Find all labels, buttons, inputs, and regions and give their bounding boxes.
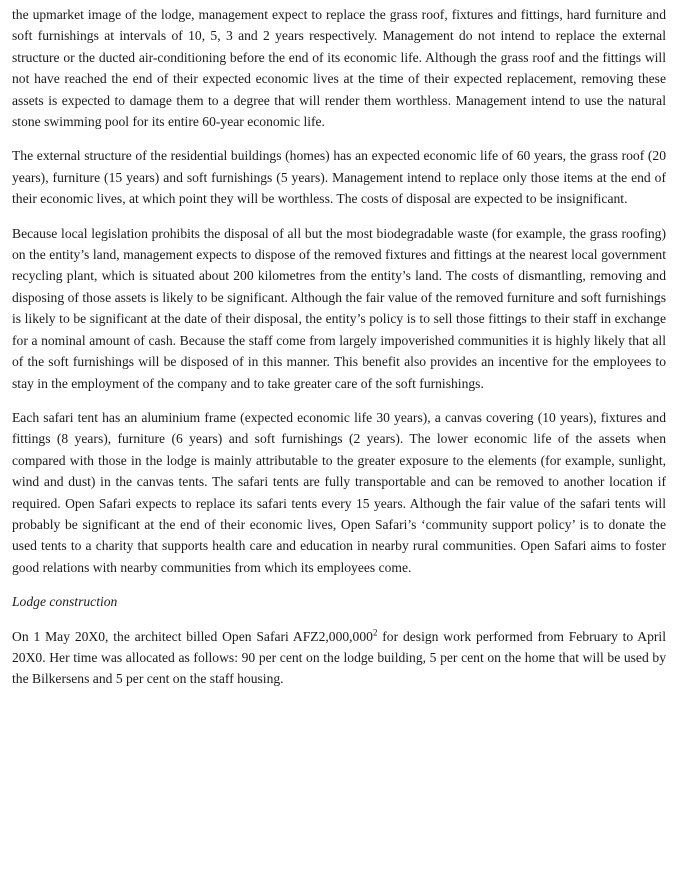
architect-billing-text-end: for design work performed from February to April 20X0. Her time was allocated as follows: 90 per cent on the lodge building, 5 per cent on the home that will be used by the Bilkersens and 5 per cent on the staff housing. — [12, 628, 666, 687]
architect-billing-text-start: On 1 May 20X0, the architect billed Open Safari AFZ2,000,000 — [12, 628, 373, 644]
paragraph-architect-billing — [12, 626, 666, 690]
paragraph-residential-buildings: The external structure of the residential buildings (homes) has an expected economic life of 60 years, the grass roof (20 years), furniture (15 years) and soft furnishings (5 years). Management intend to replace only those items at the end of their economic lives, at which point they will be worthless. The costs of disposal are expected to be insignificant. — [12, 148, 666, 207]
paragraph-safari-tents: Each safari tent has an aluminium frame (expected economic life 30 years), a canvas covering (10 years), fixtures and fittings (8 years), furniture (6 years) and soft furnishings (2 years). The lower economic life of the assets when compared with those in the lodge is mainly attributable to the greater exposure to the elements (for example, sunlight, wind and dust) in the canvas tents. The safari tents are fully transportable and can be removed to another location if required. Open Safari expects to replace its safari tents every 15 years. Although the fair value of the safari tents will probably be significant at the end of their economic lives, Open Safari’s ‘community support policy’ is to donate the used tents to a charity that supports health care and education in nearby rural communities. Open Safari aims to foster good relations with nearby communities from which its employees come. — [12, 409, 666, 575]
footnote-reference: 2 — [372, 627, 378, 638]
section-heading-lodge-construction: Lodge construction — [12, 594, 118, 610]
paragraph-disposal-legislation: Because local legislation prohibits the disposal of all but the most biodegradable waste (for example, the grass roofing) on the entity’s land, management expects to dispose of the removed fixtures and fittings at the nearest local government recycling plant, which is situated about 200 kilometres from the entity’s land. The costs of dismantling, removing and disposing of those assets is likely to be significant. Although the fair value of the removed furniture and soft furnishings is likely to be significant at the date of their disposal, the entity’s policy is to sell those fittings to their staff in exchange for a nominal amount of cash. Because the staff come from largely impoverished communities it is highly likely that all of the soft furnishings will be disposed of in this manner. This benefit also provides an incentive for the employees to stay in the employment of the company and to take greater care of the soft furnishings. — [12, 225, 666, 391]
paragraph-lodge-replacement: the upmarket image of the lodge, management expect to replace the grass roof, fixtures and fittings, hard furniture and soft furnishings at intervals of 10, 5, 3 and 2 years respectively. Management do not intend to replace the external structure or the ducted air-conditioning before the end of its economic life. Although the grass roof and the fittings will not have reached the end of their expected economic lives at the time of their expected replacement, removing these assets is expected to damage them to a degree that will render them worthless. Management intend to use the natural stone swimming pool for its entire 60-year economic life. — [12, 7, 666, 130]
